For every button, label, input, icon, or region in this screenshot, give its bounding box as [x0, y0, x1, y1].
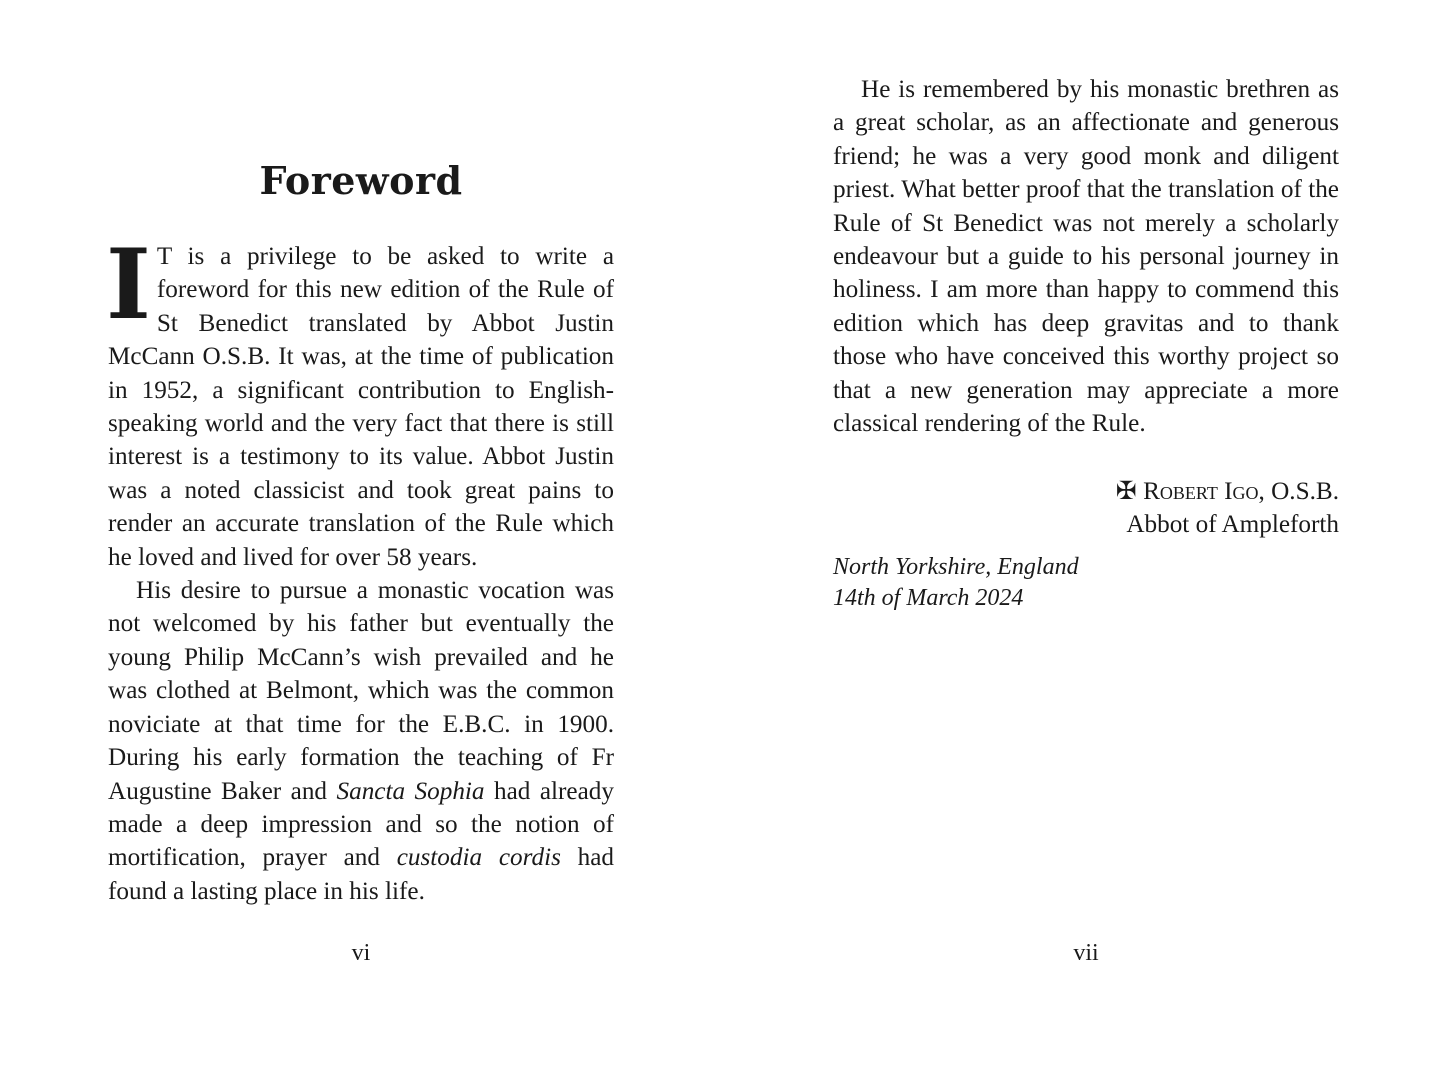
place: North Yorkshire, England [833, 554, 1079, 580]
body-text-left [106, 228, 614, 908]
page-title: Foreword [259, 158, 463, 203]
page-number-left: vi [351, 940, 371, 966]
drop-cap: I [106, 228, 151, 341]
paragraph-2 [108, 574, 614, 908]
italic-custodia-cordis: custodia cordis [396, 844, 561, 872]
date: 14th of March 2024 [833, 585, 1024, 611]
page-number-right: vii [1073, 940, 1099, 966]
paragraph-2-text-c: had found a lasting place in his life. [108, 844, 614, 905]
place-date [833, 552, 1079, 614]
paragraph-1 [106, 228, 614, 574]
signature-name: Robert Igo, O.S.B. [1143, 478, 1339, 505]
paragraph-2-text-a: His desire to pursue a monastic vocation was not welcomed by his father but eventually the young Philip McCann’s wish prevailed and he was clothed at Belmont, which was the common noviciate at that time for the E.B.C. in 1900. During his early formation the teaching of Fr Augustine Baker and [108, 577, 614, 805]
paragraph-2-text-b: had already made a deep impression and so the notion of mortification, prayer and [108, 777, 614, 872]
signature [1116, 475, 1339, 541]
italic-sancta-sophia: Sancta Sophia [336, 777, 485, 805]
body-text-right [833, 73, 1339, 440]
cross-icon: ✠ [1115, 478, 1137, 505]
paragraph-1-text: T is a privilege to be asked to write a foreword for this new edition of the Rule of St Benedict translated by Abbot Justin McCann O.S.B. It was, at the time of publication in 1952, a significant contribution to English-speaking world and the very fact that there is still interest is a testimony to its value. Abbot Justin was a noted classicist and took great pains to render an accurate translation of the Rule which he loved and lived for over 58 years. [108, 243, 614, 571]
signature-title: Abbot of Ampleforth [1126, 511, 1339, 538]
paragraph-3: He is remembered by his monastic brethren as a great scholar, as an affectionate and generous friend; he was a very good monk and diligent priest. What better proof that the translation of the Rule of St Benedict was not merely a scholarly endeavour but a guide to his personal journey in holiness. I am more than happy to commend this edition which has deep gravitas and to thank those who have conceived this worthy project so that a new generation may appreciate a more classical rendering of the Rule. [833, 76, 1339, 438]
